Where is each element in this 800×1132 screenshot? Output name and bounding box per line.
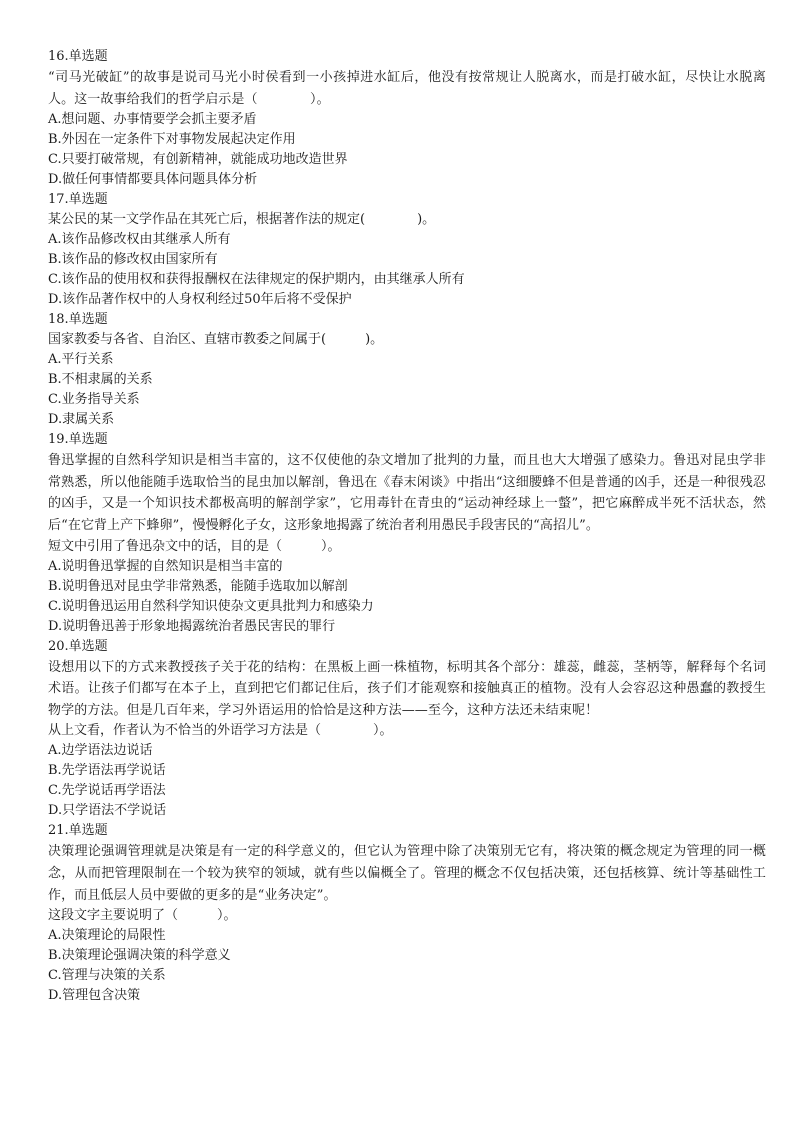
- option-a: A.说明鲁迅掌握的自然知识是相当丰富的: [48, 558, 283, 574]
- option-d: D.隶属关系: [48, 412, 115, 428]
- option-c: C.该作品的使用权和获得报酬权在法律规定的保护期内，由其继承人所有: [48, 272, 465, 288]
- question-header: 17.单选题: [48, 192, 108, 208]
- option-c: C.先学说话再学语法: [48, 783, 166, 799]
- question-header: 21.单选题: [48, 823, 108, 839]
- question-17: [48, 190, 766, 310]
- option-a: A.该作品修改权由其继承人所有: [48, 232, 231, 248]
- question-18: [48, 310, 766, 430]
- option-d: D.说明鲁迅善于形象地揭露统治者愚民害民的罪行: [48, 618, 336, 634]
- option-a: A.决策理论的局限性: [48, 928, 166, 944]
- question-passage: 设想用以下的方式来教授孩子关于花的结构：在黑板上画一株植物，标明其各个部分：雄蕊，雌蕊，茎柄等，解释每个名词术语。让孩子们都写在本子上，直到把它们都记住后，孩子们才能观察和接触真正的植物。没有人会容忍这种愚蠢的教授生物学的方法。但是几百年来，学习外语运用的恰恰是这种方法——至今，这种方法还未结束呢！: [48, 659, 766, 718]
- question-stem: 国家教委与各省、自治区、直辖市教委之间属于( )。: [48, 332, 384, 348]
- question-header: 18.单选题: [48, 312, 108, 328]
- option-b: B.决策理论强调决策的科学意义: [48, 948, 231, 964]
- question-21: [48, 821, 766, 1006]
- option-a: A.边学语法边说话: [48, 743, 153, 759]
- question-passage: 决策理论强调管理就是决策是有一定的科学意义的，但它认为管理中除了决策别无它有，将决策的概念规定为管理的同一概念，从而把管理限制在一个较为狭窄的领域，就有些以偏概全了。管理的概念不仅包括决策，还包括核算、统计等基础性工作，而且低层人员中要做的更多的是“业务决定”。: [48, 844, 766, 903]
- question-prompt: 从上文看，作者认为不恰当的外语学习方法是（ ）。: [48, 723, 393, 739]
- option-b: B.该作品的修改权由国家所有: [48, 252, 218, 268]
- option-d: D.管理包含决策: [48, 988, 141, 1004]
- question-stem: 某公民的某一文学作品在其死亡后，根据著作法的规定( )。: [48, 212, 436, 228]
- question-passage: 鲁迅掌握的自然科学知识是相当丰富的，这不仅使他的杂文增加了批判的力量，而且也大大增强了感染力。鲁迅对昆虫学非常熟悉，所以他能随手选取恰当的昆虫加以解剖，鲁迅在《春末闲谈》中指出“这细腰蜂不但是普通的凶手，还是一种很残忍的凶手，又是一个知识技术都极高明的解剖学家”，它用毒针在青虫的“运动神经球上一螫”，把它麻醉成半死不活状态，然后“在它背上产下蜂卵”，慢慢孵化子女，这形象地揭露了统治者利用愚民手段害民的“高招儿”。: [48, 453, 766, 533]
- option-c: C.说明鲁迅运用自然科学知识使杂文更具批判力和感染力: [48, 598, 374, 614]
- question-20: [48, 637, 766, 822]
- question-16: [48, 47, 766, 190]
- question-prompt: 这段文字主要说明了（ ）。: [48, 908, 237, 924]
- question-prompt: 短文中引用了鲁迅杂文中的话，目的是（ ）。: [48, 538, 341, 554]
- question-stem: “司马光破缸”的故事是说司马光小时侯看到一小孩掉进水缸后，他没有按常规让人脱离水，而是打破水缸，尽快让水脱离人。这一故事给我们的哲学启示是（ ）。: [48, 70, 766, 107]
- question-header: 20.单选题: [48, 638, 108, 654]
- option-a: A.平行关系: [48, 352, 114, 368]
- option-c: C.只要打破常规，有创新精神，就能成功地改造世界: [48, 152, 348, 168]
- option-d: D.该作品著作权中的人身权利经过50年后将不受保护: [48, 292, 352, 308]
- option-b: B.不相隶属的关系: [48, 372, 153, 388]
- option-c: C.业务指导关系: [48, 392, 140, 408]
- option-b: B.先学语法再学说话: [48, 763, 166, 779]
- option-b: B.说明鲁迅对昆虫学非常熟悉，能随手选取加以解剖: [48, 578, 348, 594]
- question-19: [48, 430, 766, 636]
- option-d: D.只学语法不学说话: [48, 803, 167, 819]
- question-header: 16.单选题: [48, 49, 108, 64]
- option-b: B.外因在一定条件下对事物发展起决定作用: [48, 132, 296, 148]
- option-c: C.管理与决策的关系: [48, 968, 166, 984]
- question-header: 19.单选题: [48, 432, 108, 448]
- option-d: D.做任何事情都要具体问题具体分析: [48, 172, 258, 188]
- option-a: A.想问题、办事情要学会抓主要矛盾: [48, 112, 257, 128]
